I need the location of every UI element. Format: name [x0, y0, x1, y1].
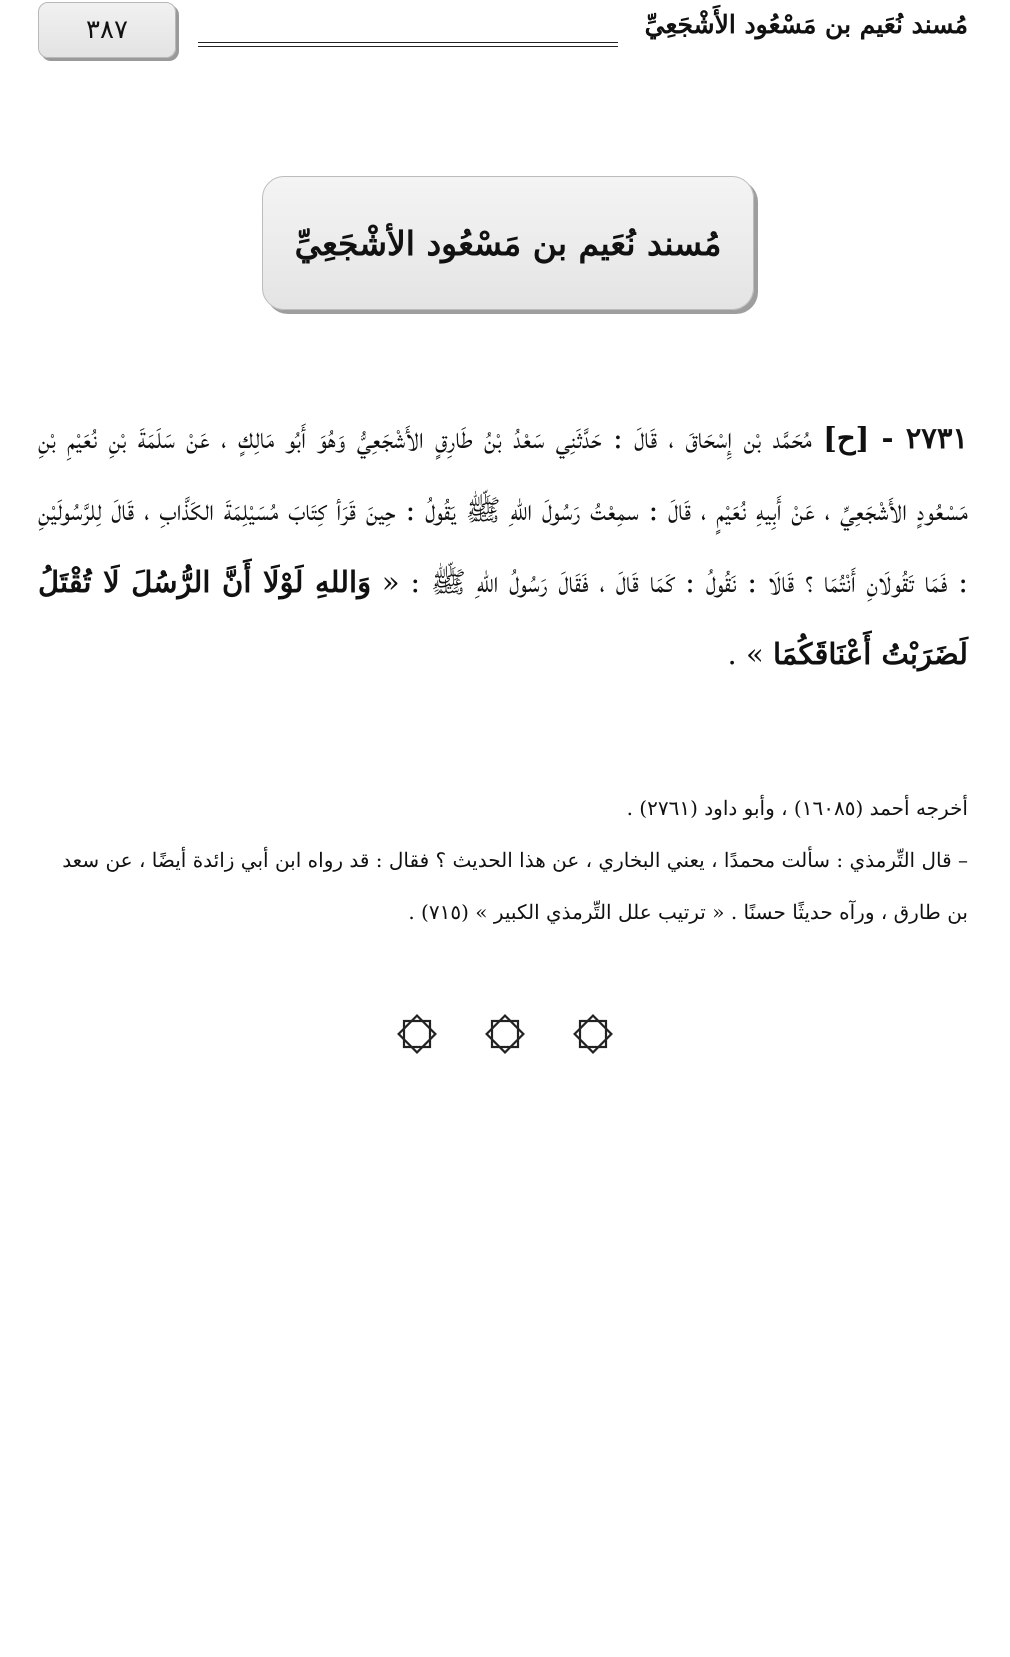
ornament-row [0, 1010, 1010, 1058]
eight-point-star-icon [393, 1010, 441, 1058]
running-title: مُسند نُعَيم بن مَسْعُود الأَشْجَعِيِّ [644, 10, 968, 39]
header-rule [198, 42, 618, 47]
quote-close: » . [727, 637, 764, 671]
hadith-text [38, 402, 968, 690]
eight-point-star-icon [569, 1010, 617, 1058]
eight-point-star-icon [481, 1010, 529, 1058]
footnote-1: أخرجه أحمد (١٦٠٨٥) ، وأبو داود (٢٧٦١) . [626, 796, 968, 820]
prophetic-quote: وَاللهِ لَوْلَا أَنَّ الرُّسُلَ لَا تُقْتَلُ لَضَرَبْتُ أَعْنَاقَكُمَا [38, 565, 968, 671]
section-title-box [262, 176, 754, 310]
hadith-main-text: مُحَمَّد بْن إِسْحَاقَ ، قَالَ : حَدَّثَنِي سَعْدُ بْنُ طَارِقٍ الأَشْجَعِيُّ وَهُوَ أَبُو مَالِكٍ ، عَنْ سَلَمَةَ بْنِ نُعَيْمِ بْنِ مَسْعُودٍ الأَشْجَعِيِّ ، عَنْ أَبِيهِ نُعَيْمٍ ، قَالَ : سمِعْتُ رَسُولَ اللهِ ﷺ يَقُولُ : حِينَ قَرَأ كِتَابَ مُسَيْلِمَةَ الكَذَّابِ ، قَالَ لِلرَّسُولَيْنِ : فَمَا تَقُولَانِ أَنْتُمَا ؟ قَالَا : نَقُولُ : كَمَا قَالَ ، فَقَالَ رَسُولُ اللهِ ﷺ : [38, 421, 969, 599]
footnotes [38, 782, 968, 938]
section-title: مُسند نُعَيم بن مَسْعُود الأشْجَعِيِّ [294, 223, 722, 263]
hadith-number: ٢٧٣١ - [ح] [823, 421, 969, 455]
footnote-2: – قال التِّرمذي : سألت محمدًا ، يعني البخاري ، عن هذا الحديث ؟ فقال : قد رواه ابن أبي زائدة أيضًا ، عن سعد بن طارق ، ورآه حديثًا حسنًا . « ترتيب علل التِّرمذي الكبير » (٧١٥) . [62, 848, 968, 924]
page-number: ٣٨٧ [86, 15, 128, 45]
quote-open: « [371, 565, 400, 599]
page-number-box [38, 2, 176, 58]
